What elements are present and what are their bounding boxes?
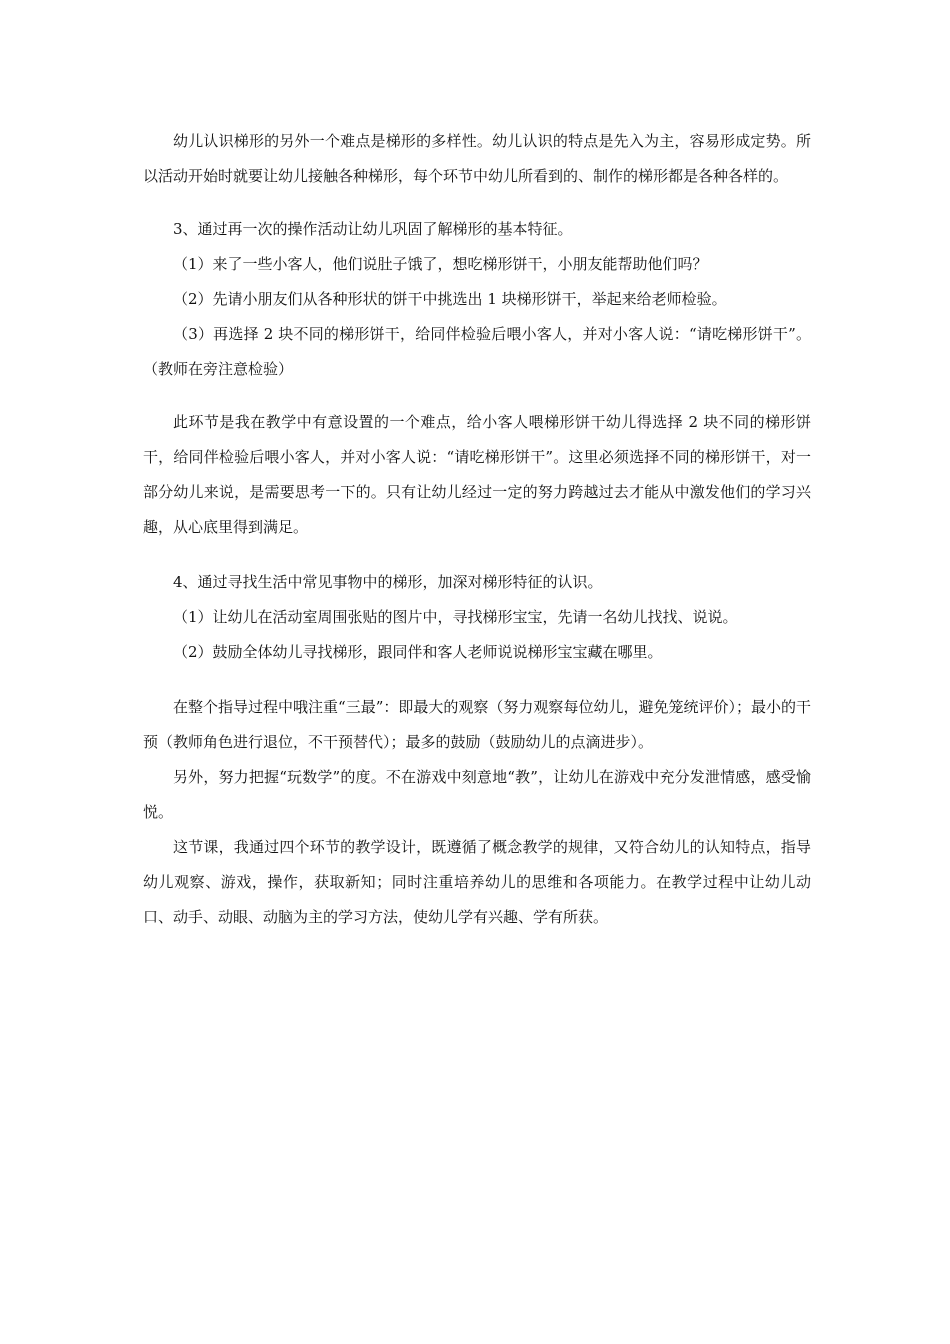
section-spacer [143, 670, 811, 690]
paragraph-step-3-reflection: 此环节是我在教学中有意设置的一个难点，给小客人喂梯形饼干幼儿得选择 2 块不同的梯形饼干，给同伴检验后喂小客人，并对小客人说：“请吃梯形饼干”。这里必须选择不同的梯形饼干，对一部分幼儿来说，是需要思考一下的。只有让幼儿经过一定的努力跨越过去才能从中激发他们的学习兴趣，从心底里得到满足。 [143, 413, 811, 536]
step-3-item-2: （2）先请小朋友们从各种形状的饼干中挑选出 1 块梯形饼干，举起来给老师检验。 [173, 290, 727, 308]
step-3-item-1: （1）来了一些小客人，他们说肚子饿了，想吃梯形饼干，小朋友能帮助他们吗？ [173, 255, 708, 273]
paragraph-play-math: 另外，努力把握“玩数学”的度。不在游戏中刻意地“教”，让幼儿在游戏中充分发泄情感，感受愉悦。 [143, 768, 811, 821]
step-3-item-3: （3）再选择 2 块不同的梯形饼干，给同伴检验后喂小客人，并对小客人说：“请吃梯形饼干”。（教师在旁注意检验） [143, 325, 811, 378]
paragraph-trapezoid-diversity: 幼儿认识梯形的另外一个难点是梯形的多样性。幼儿认识的特点是先入为主，容易形成定势。所以活动开始时就要让幼儿接触各种梯形，每个环节中幼儿所看到的、制作的梯形都是各种各样的。 [143, 132, 811, 185]
paragraph-lesson-summary: 这节课，我通过四个环节的教学设计，既遵循了概念教学的规律，又符合幼儿的认知特点，指导幼儿观察、游戏，操作，获取新知；同时注重培养幼儿的思维和各项能力。在教学过程中让幼儿动口、动手、动眼、动脑为主的学习方法，使幼儿学有兴趣、学有所获。 [143, 838, 811, 926]
section-spacer [143, 194, 811, 212]
section-spacer [143, 387, 811, 405]
document-body [143, 124, 811, 935]
step-4-heading: 4、通过寻找生活中常见事物中的梯形，加深对梯形特征的认识。 [173, 573, 603, 591]
paragraph-three-mosts: 在整个指导过程中哦注重“三最”：即最大的观察（努力观察每位幼儿，避免笼统评价）；最小的干预（教师角色进行退位，不干预替代）；最多的鼓励（鼓励幼儿的点滴进步）。 [143, 698, 811, 751]
step-4-item-2: （2）鼓励全体幼儿寻找梯形，跟同伴和客人老师说说梯形宝宝藏在哪里。 [173, 643, 663, 661]
step-4-item-1: （1）让幼儿在活动室周围张贴的图片中，寻找梯形宝宝，先请一名幼儿找找、说说。 [173, 608, 738, 626]
section-spacer [143, 545, 811, 565]
step-3-heading: 3、通过再一次的操作活动让幼儿巩固了解梯形的基本特征。 [173, 220, 573, 238]
